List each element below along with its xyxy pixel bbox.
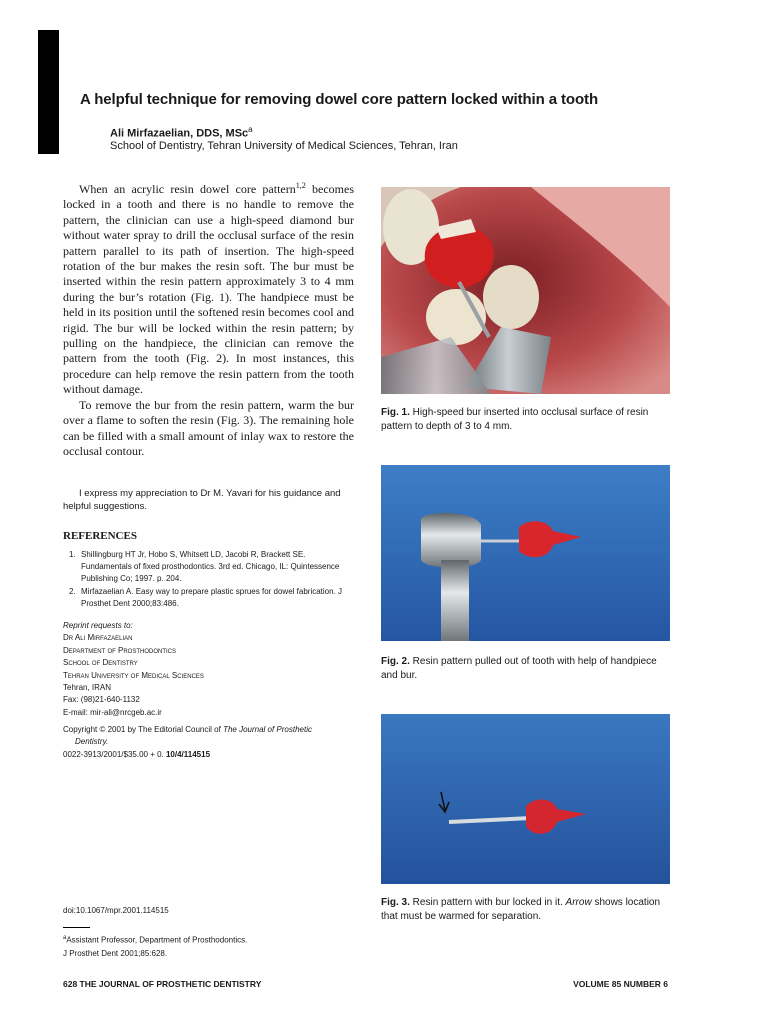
figure-1-caption: Fig. 1. High-speed bur inserted into occlusal surface of resin pattern to depth of 3 to 4 mm. (381, 407, 649, 432)
footer-volume: VOLUME 85 NUMBER 6 (573, 979, 668, 989)
copyright-notice: Copyright © 2001 by The Editorial Council of The Journal of Prosthetic Dentistry. 0022-3913/2001/$35.00 + 0. 10/4/114515 (63, 725, 312, 759)
figure-3-caption: Fig. 3. Resin pattern with bur locked in it. Arrow shows location that must be warmed for separation. (381, 897, 661, 922)
figure-2-photo (381, 465, 670, 641)
body-paragraph-2: To remove the bur from the resin pattern, warm the bur over a flame to soften the resin (Fig. 3). The remaining hole can be filled with a small amount of inlay wax to restore the occlusal contour. (63, 397, 354, 458)
footer-journal: 628 THE JOURNAL OF PROSTHETIC DENTISTRY (63, 979, 262, 989)
references-heading: REFERENCES (63, 530, 137, 542)
citation-superscript: 1,2 (295, 181, 306, 190)
reference-item: 2. Mirfazaelian A. Easy way to prepare plastic sprues for dowel fabrication. J Prosthet Dent 2000;83:486. (69, 587, 343, 608)
author-name: Ali Mirfazaelian, DDS, MSc$^a$ (110, 125, 253, 140)
article-title: A helpful technique for removing dowel core pattern locked within a tooth (80, 91, 599, 108)
reprint-requests: Reprint requests to: Dr Ali Mirfazaelian Department of Prosthodontics School of Dentistry Tehran University of Medical Sciences Tehran, IRAN Fax: (98)21-640-1132 E-mail: mir-ali@nrcgeb.ac.ir (63, 621, 204, 717)
section-marker-bar (38, 30, 59, 154)
footnote-rule (63, 927, 90, 928)
figure-2-caption: Fig. 2. Resin pattern pulled out of tooth with help of handpiece and bur. (381, 656, 657, 681)
author-affiliation: School of Dentistry, Tehran University of Medical Sciences, Tehran, Iran (110, 140, 458, 152)
article-body (63, 182, 354, 459)
figure-3-photo (381, 714, 670, 884)
doi: doi:10.1067/mpr.2001.114515 (63, 906, 169, 915)
body-paragraph-1: When an acrylic resin dowel core pattern$^{1,2}$ becomes locked in a tooth and there is no handle to remove the pattern, the clinician can use a high-speed diamond bur without water spray to drill the occlusal surface of the resin pattern parallel to its path of insertion. The high-speed rotation of the bur makes the resin soft. The bur must be inserted within the resin pattern approximately 3 to 4 mm during the bur’s rotation (Fig. 1). The handpiece must be held in its position until the softened resin becomes cool and rigid. The bur will be locked within the resin pattern; by pulling on the handpiece, the clinician can remove the pattern from the tooth (Fig. 2). In most instances, this procedure can help remove the resin pattern from the tooth without damage. (63, 181, 355, 397)
references-list (63, 549, 356, 611)
figure-1-photo (381, 187, 670, 394)
acknowledgment: I express my appreciation to Dr M. Yavari for his guidance and helpful suggestions. (63, 488, 341, 512)
reference-item: 1. Shillingburg HT Jr, Hobo S, Whitsett LD, Jacobi R, Brackett SE. Fundamentals of fixed prosthodontics. 3rd ed. Chicago, IL: Quintessence Publishing Co; 1997. p. 204. (69, 550, 340, 583)
author-footnote: $^a$Assistant Professor, Department of Prosthodontics. J Prosthet Dent 2001;85:628. (63, 935, 248, 958)
